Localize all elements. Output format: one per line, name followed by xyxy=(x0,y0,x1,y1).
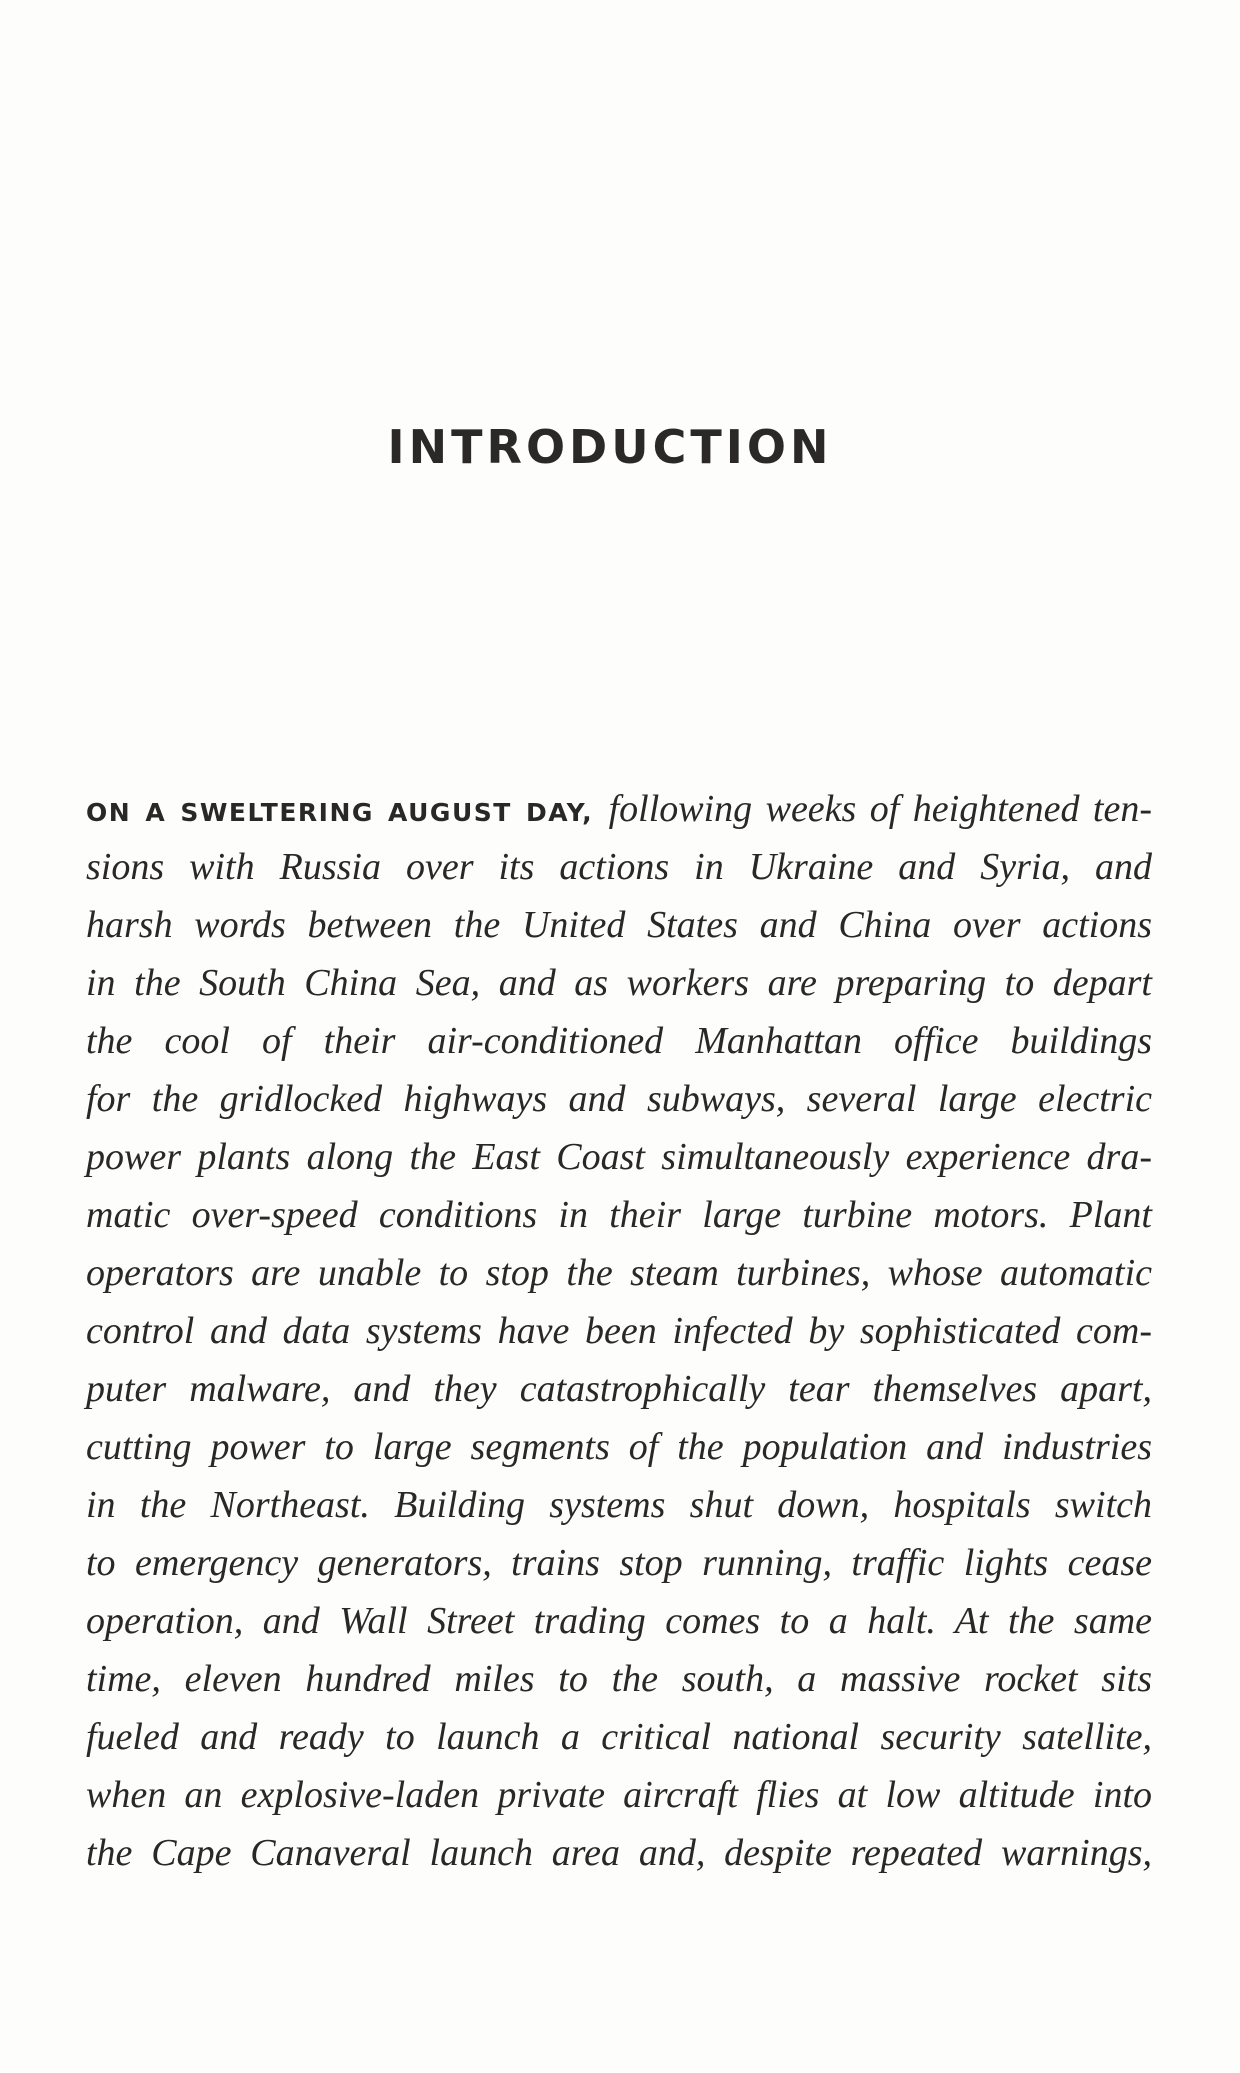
paragraph-line: in the South China Sea, and as workers are preparing to depart xyxy=(86,962,1152,1004)
paragraph-line: control and data systems have been infected by sophisticated com- xyxy=(86,1310,1152,1352)
paragraph-line: cutting power to large segments of the population and industries xyxy=(86,1426,1152,1468)
paragraph-line: power plants along the East Coast simultaneously experience dra- xyxy=(86,1136,1152,1178)
paragraph-line: for the gridlocked highways and subways, several large electric xyxy=(86,1078,1152,1120)
paragraph-line: puter malware, and they catastrophically tear themselves apart, xyxy=(86,1368,1152,1410)
paragraph-line: sions with Russia over its actions in Ukraine and Syria, and xyxy=(86,846,1152,888)
paragraph-line: when an explosive-laden private aircraft flies at low altitude into xyxy=(86,1774,1152,1816)
body-paragraph xyxy=(86,780,1152,1882)
first-line-text: following weeks of heightened ten- xyxy=(608,788,1153,830)
paragraph-line: time, eleven hundred miles to the south, a massive rocket sits xyxy=(86,1658,1152,1700)
paragraph-line-1 xyxy=(86,780,1152,838)
paragraph-line: in the Northeast. Building systems shut down, hospitals switch xyxy=(86,1484,1152,1526)
paragraph-line: the Cape Canaveral launch area and, despite repeated warnings, xyxy=(86,1832,1152,1874)
paragraph-line: the cool of their air-conditioned Manhattan office buildings xyxy=(86,1020,1152,1062)
paragraph-line: operation, and Wall Street trading comes to a halt. At the same xyxy=(86,1600,1152,1642)
paragraph-line: matic over-speed conditions in their large turbine motors. Plant xyxy=(86,1194,1152,1236)
paragraph-line: to emergency generators, trains stop running, traffic lights cease xyxy=(86,1542,1152,1584)
paragraph-line: harsh words between the United States and China over actions xyxy=(86,904,1152,946)
chapter-title: INTRODUCTION xyxy=(387,420,833,474)
lead-in-small-caps: ON A SWELTERING AUGUST DAY, xyxy=(86,798,594,827)
paragraph-line: operators are unable to stop the steam turbines, whose automatic xyxy=(86,1252,1152,1294)
paragraph-line: fueled and ready to launch a critical national security satellite, xyxy=(86,1716,1152,1758)
